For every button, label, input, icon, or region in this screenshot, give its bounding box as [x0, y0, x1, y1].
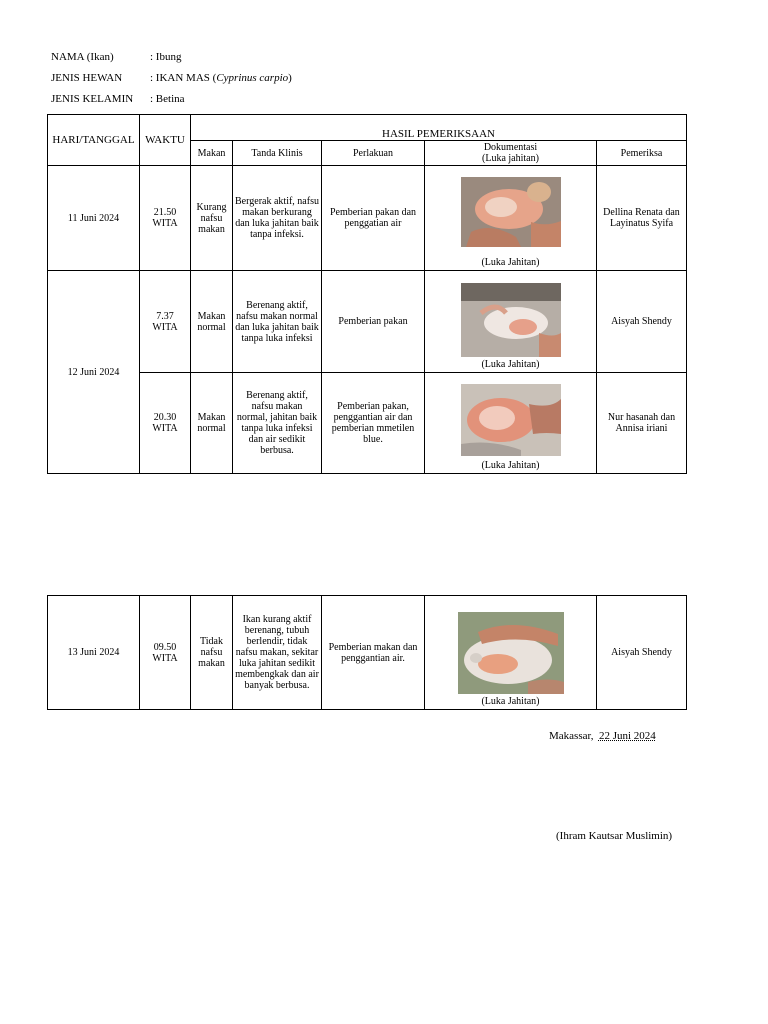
fish-photo [458, 612, 564, 694]
col-header-waktu: WAKTU [140, 115, 191, 166]
field-value: : Betina [150, 93, 185, 105]
dok-label: Dokumentasi [483, 142, 538, 153]
cell-perlakuan: Pemberian makan dan penggantian air. [322, 596, 425, 710]
cell-makan: Kurang nafsu makan [191, 166, 233, 271]
cell-makan: Makan normal [191, 271, 233, 373]
time-value: 21.50 [153, 207, 177, 218]
col-header-dokumentasi [425, 141, 597, 166]
time-value: 7.37 [156, 310, 174, 322]
cell-pemeriksa: Aisyah Shendy [597, 596, 687, 710]
header-sex-line [51, 93, 185, 105]
time-value: 20.30 [153, 412, 177, 423]
cell-klinis: Berenang aktif, nafsu makan normal dan luka jahitan baik tanpa luka infeksi [233, 271, 322, 373]
group-header: HASIL PEMERIKSAAN [191, 115, 687, 141]
fish-photo [461, 384, 561, 456]
signature-name: (Ihram Kautsar Muslimin) [556, 830, 673, 842]
cell-time [140, 271, 191, 373]
cell-time [140, 373, 191, 474]
col-header-hari: HARI/TANGGAL [48, 115, 140, 166]
photo-caption: (Luka Jahitan) [481, 460, 540, 471]
time-zone: WITA [152, 321, 178, 333]
table-row [48, 166, 687, 271]
cell-klinis: Ikan kurang aktif berenang, tubuh berlendir, tidak nafsu makan, sekitar luka jahitan sedikit membengkak dan air banyak berbusa. [233, 596, 322, 710]
cell-pemeriksa: Nur hasanah dan Annisa iriani [597, 373, 687, 474]
cell-dokumentasi [425, 373, 597, 474]
col-header-makan: Makan [191, 141, 233, 166]
header-name-line [51, 51, 181, 63]
cell-time [140, 596, 191, 710]
cell-time [140, 166, 191, 271]
field-label: JENIS HEWAN [51, 72, 123, 84]
field-label: JENIS KELAMIN [51, 93, 134, 105]
field-label: NAMA (Ikan) [51, 51, 114, 63]
cell-dokumentasi [425, 166, 597, 271]
cell-perlakuan: Pemberian pakan [322, 271, 425, 373]
time-zone: WITA [152, 218, 178, 229]
cell-pemeriksa: Aisyah Shendy [597, 271, 687, 373]
place-date-line [549, 730, 656, 742]
fish-photo-image [458, 612, 564, 694]
cell-dokumentasi [425, 271, 597, 373]
cell-date: 11 Juni 2024 [48, 166, 140, 271]
table-row [48, 271, 687, 373]
cell-perlakuan: Pemberian pakan dan penggatian air [322, 166, 425, 271]
cell-pemeriksa: Dellina Renata dan Layinatus Syifa [597, 166, 687, 271]
cell-makan: Makan normal [191, 373, 233, 474]
fish-photo-image [461, 384, 561, 456]
cell-perlakuan: Pemberian pakan, penggantian air dan pemberian mmetilen blue. [322, 373, 425, 474]
examination-table-continued [47, 595, 687, 710]
time-zone: WITA [152, 652, 178, 664]
cell-makan: Tidak nafsu makan [191, 596, 233, 710]
field-value: : Ibung [150, 51, 182, 63]
table-row [48, 596, 687, 710]
cell-klinis: Berenang aktif, nafsu makan normal, jahitan baik tanpa luka infeksi dan air sedikit berbusa. [233, 373, 322, 474]
photo-caption: (Luka Jahitan) [481, 696, 540, 707]
col-header-klinis: Tanda Klinis [233, 141, 322, 166]
header-species-line [51, 72, 292, 84]
photo-caption: (Luka Jahitan) [481, 257, 540, 268]
field-value: ) [288, 72, 292, 84]
cell-dokumentasi [425, 596, 597, 710]
col-header-pemeriksa: Pemeriksa [597, 141, 687, 166]
place: Makassar, [549, 730, 594, 742]
fish-photo [461, 283, 561, 357]
cell-date: 12 Juni 2024 [48, 271, 140, 474]
col-header-perlakuan: Perlakuan [322, 141, 425, 166]
species-latin: Cyprinus carpio [216, 72, 289, 84]
table-row [48, 373, 687, 474]
field-value: : IKAN MAS ( [150, 72, 217, 84]
photo-caption: (Luka Jahitan) [481, 359, 540, 370]
time-value: 09.50 [153, 641, 177, 653]
examination-table [47, 114, 687, 474]
cell-klinis: Bergerak aktif, nafsu makan berkurang dan luka jahitan baik tanpa infeksi. [233, 166, 322, 271]
fish-photo [461, 177, 561, 247]
dok-sublabel: (Luka jahitan) [482, 153, 539, 164]
signing-date: 22 Juni 2024 [598, 730, 656, 742]
time-zone: WITA [152, 423, 178, 434]
fish-photo-image [461, 283, 561, 357]
cell-date: 13 Juni 2024 [48, 596, 140, 710]
fish-photo-image [461, 177, 561, 247]
